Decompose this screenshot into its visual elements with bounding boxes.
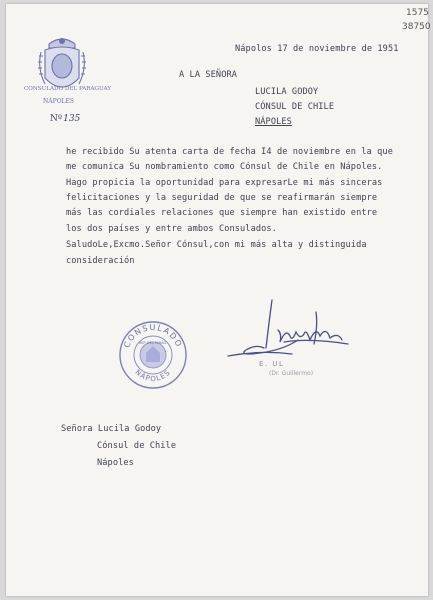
addressee-line-1: A LA SEÑORA — [179, 70, 238, 80]
body-line: me comunica Su nombramiento como Cónsul de Chile en Nápoles. — [66, 162, 383, 172]
stamp-top-text: CONSULADO — [122, 322, 184, 350]
letter-number — [50, 114, 80, 124]
body-line: Hago propicia la oportunidad para expresarLe mi más sinceras — [66, 178, 383, 188]
body-line: SaludoLe,Excmo.Señor Cónsul,con mi más alta y distinguida — [66, 240, 367, 250]
stamp-center-text: REP. DEL PARAG. — [138, 341, 168, 345]
date-line: Nápolos 17 de noviembre de 1951 — [235, 44, 399, 54]
footer-address-line-1: Señora Lucila Godoy — [61, 424, 162, 434]
consulate-crest-icon — [35, 34, 89, 106]
signature-name: E. UL — [259, 360, 285, 368]
footer-address-line-2: Cónsul de Chile — [97, 441, 177, 451]
consulate-stamp — [118, 320, 188, 390]
letter-page — [6, 4, 431, 596]
signature-subtitle: (Dr. Guillermo) — [269, 370, 314, 377]
number-label: Nº — [50, 114, 63, 124]
signature-scrawl — [220, 292, 370, 377]
svg-text:NÁPOLES — [134, 368, 173, 383]
body-line: más las cordiales relaciones que siempre han existido entre — [66, 208, 378, 218]
body-line: consideración — [66, 256, 135, 266]
addressee-line-4: NÁPOLES — [255, 117, 292, 127]
body-line: he recibido Su atenta carta de fecha I4 de noviembre en la que — [66, 147, 393, 157]
number-value: 135 — [63, 114, 81, 124]
archive-number-bottom: 38750 — [402, 22, 431, 32]
addressee-line-2: LUCILA GODOY — [255, 87, 319, 97]
body-line: felicitaciones y la seguridad de que se reafirmarán siempre — [66, 193, 378, 203]
consulate-city: NÁPOLES — [43, 98, 75, 105]
body-line: los dos países y entre ambos Consulados. — [66, 224, 277, 234]
archive-number-top: 1575 — [406, 8, 429, 18]
consulate-name: CONSULADO DEL PARAGUAY — [24, 86, 112, 92]
stamp-bottom-text: NÁPOLES — [133, 368, 173, 384]
addressee-line-3: CÓNSUL DE CHILE — [255, 102, 335, 112]
footer-address-line-3: Nápoles — [97, 458, 134, 468]
